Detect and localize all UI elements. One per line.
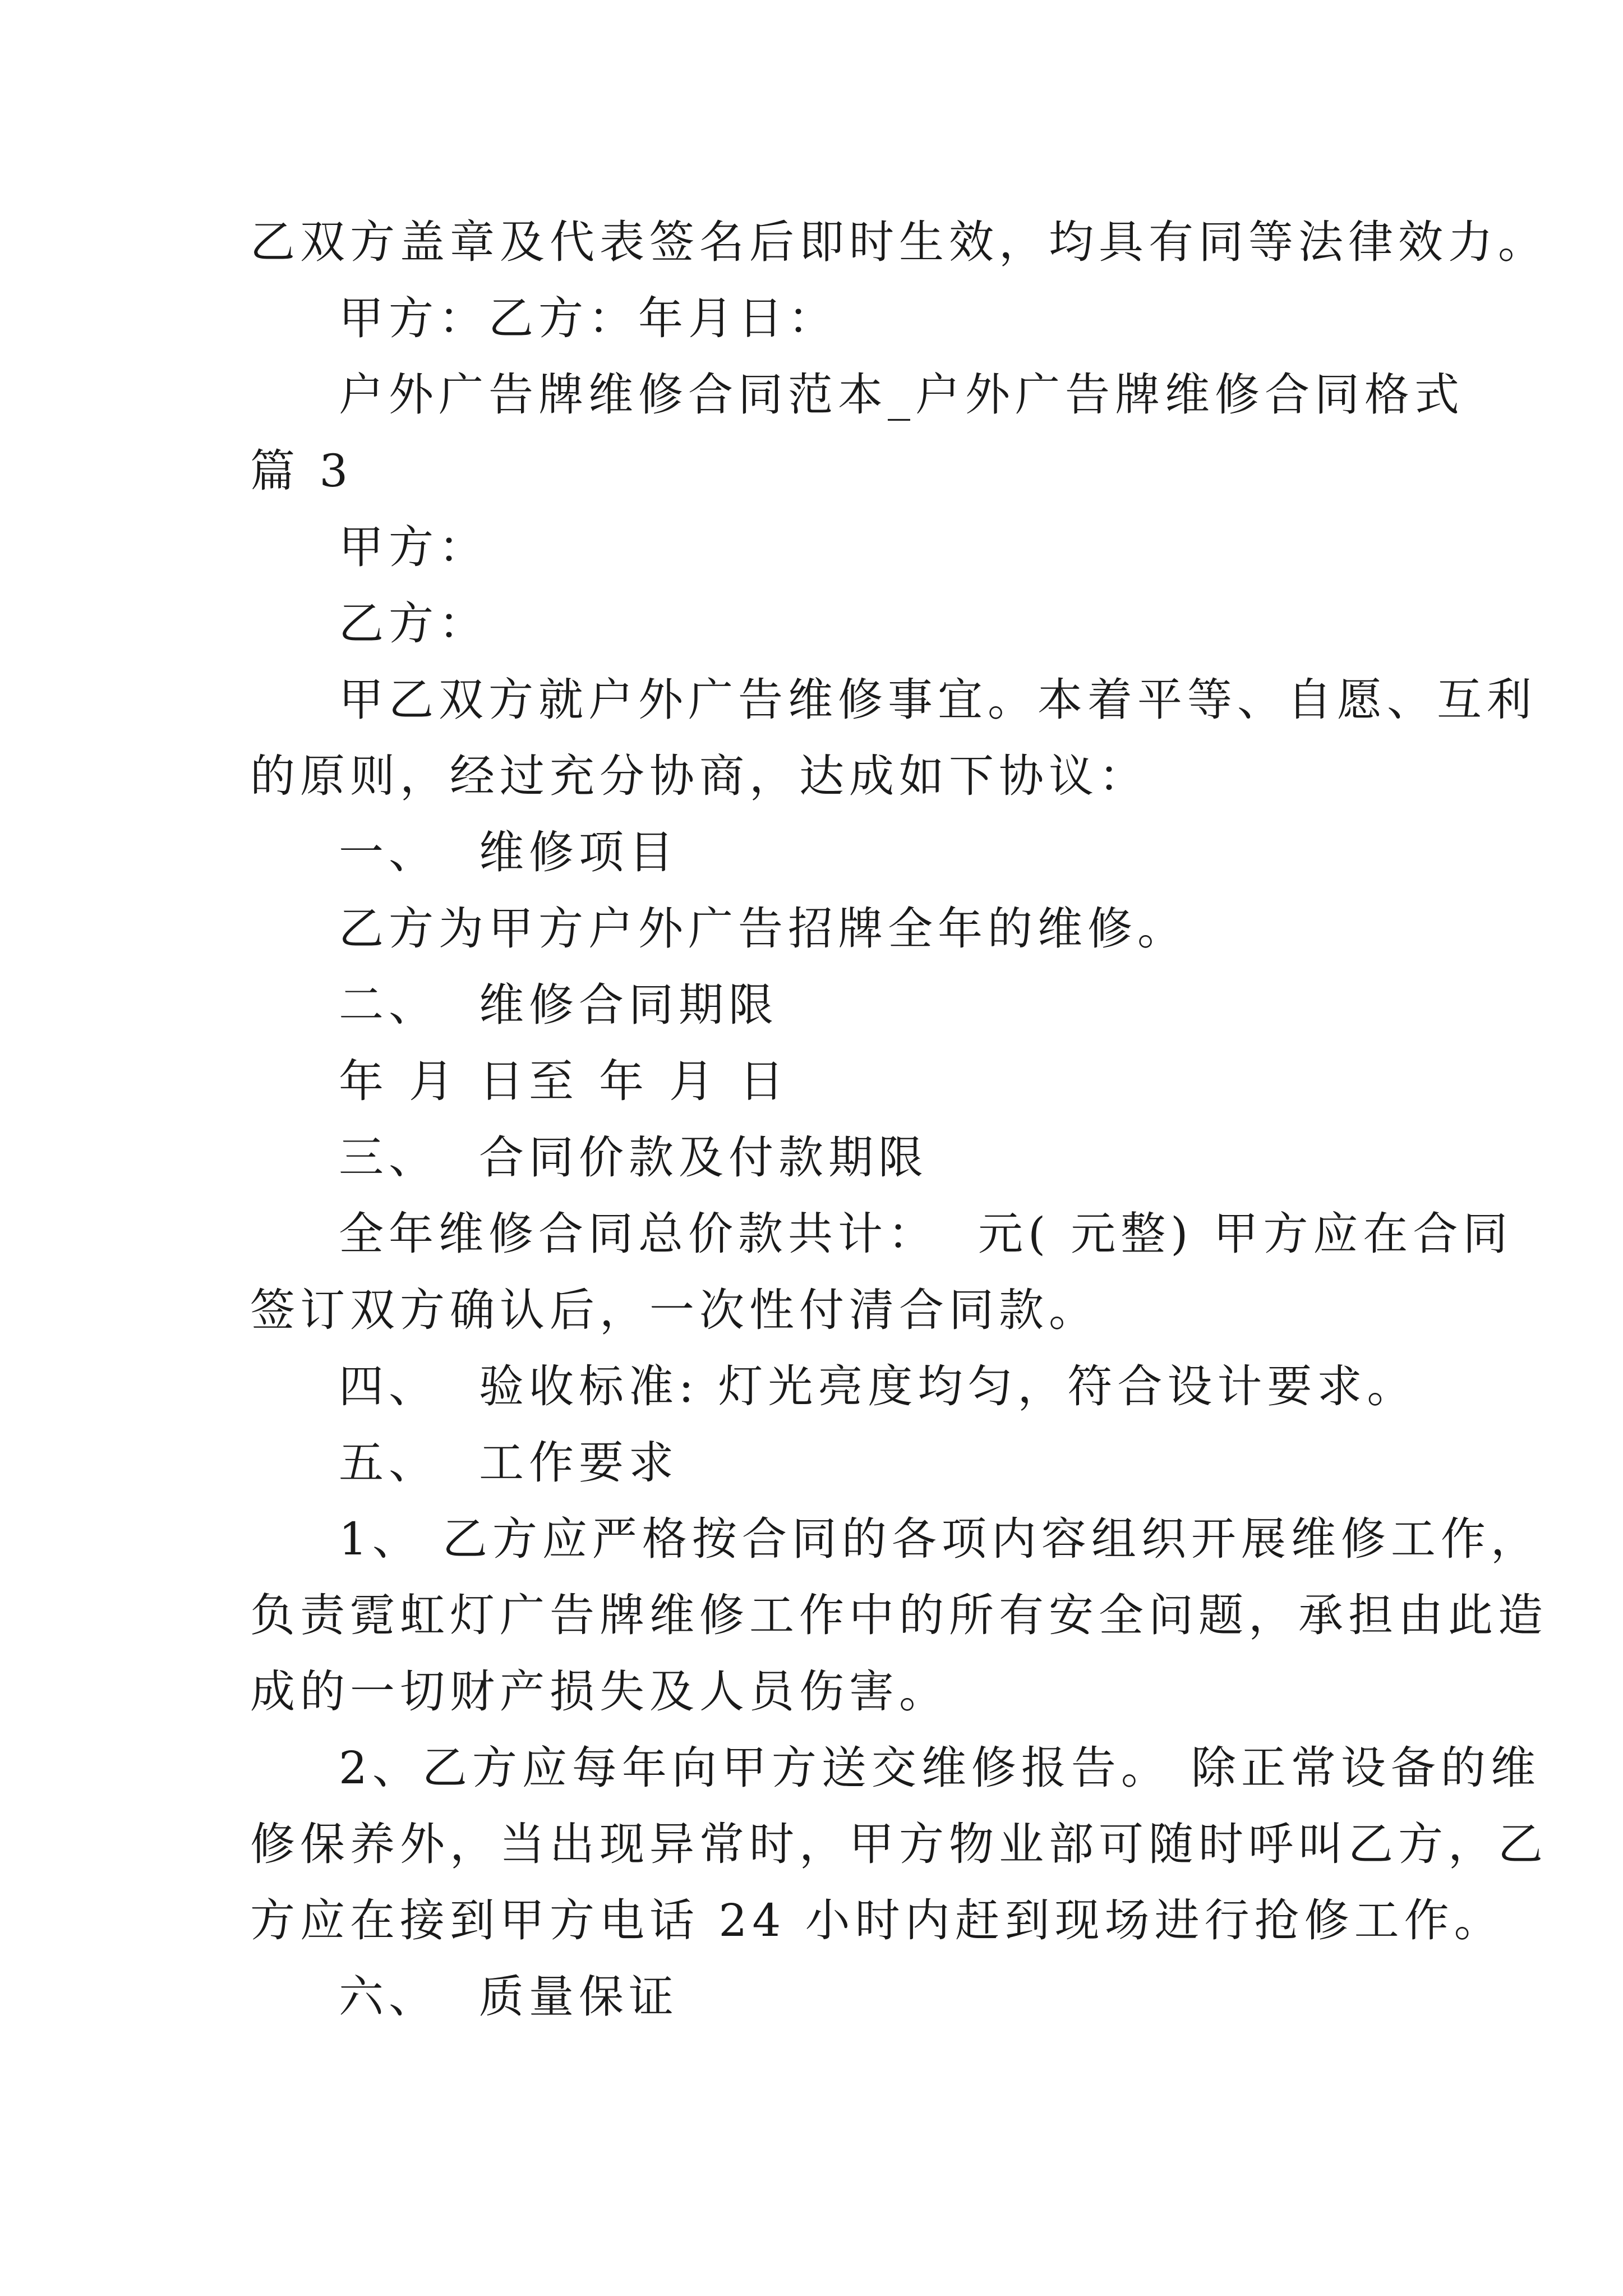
text-line — [250, 1589, 1548, 1642]
text-line — [250, 1818, 1548, 1871]
text-line — [339, 673, 1537, 727]
date-part: 日 — [739, 1055, 789, 1107]
item-number: 1、 — [339, 1513, 422, 1565]
text-span: 元整) — [1071, 1208, 1193, 1260]
heading-text: 维修项目 — [479, 826, 679, 878]
date-range-line — [339, 1055, 789, 1108]
text-span: 甲方： — [339, 521, 488, 573]
heading-number: 三、 — [339, 1131, 439, 1184]
text-span: 篇 3 — [250, 445, 353, 497]
text-line — [250, 1283, 1099, 1337]
heading-text: 合同价款及付款期限 — [479, 1131, 928, 1184]
heading-line — [339, 1436, 679, 1490]
signature-line — [339, 292, 838, 346]
text-line — [250, 1665, 949, 1719]
text-line — [339, 902, 1187, 956]
text-span: 乙双方盖章及代表签名后即时生效，均具有同等法律效力。 — [250, 216, 1548, 268]
heading-number: 一、 — [339, 826, 439, 878]
heading-line — [339, 978, 778, 1032]
text-span: 签订双方确认后，一次性付清合同款。 — [250, 1284, 1099, 1336]
heading-line — [339, 826, 679, 880]
text-span: 乙方为甲方户外广告招牌全年的维修。 — [339, 903, 1187, 955]
text-span: 甲方应在合同 — [1213, 1208, 1513, 1260]
heading-number: 二、 — [339, 979, 439, 1031]
heading-number: 四、 — [339, 1360, 439, 1412]
text-span: 方应在接到甲方电话 24 小时内赶到现场进行抢修工作。 — [250, 1894, 1504, 1947]
heading-number: 五、 — [339, 1437, 439, 1489]
section-title-continued — [250, 444, 353, 498]
date-part: 年 — [339, 1055, 389, 1107]
text-span: 户外广告牌维修合同范本_户外广告牌维修合同格式 — [339, 369, 1464, 421]
party-b-line — [339, 597, 488, 651]
text-span: 全年维修合同总价款共计： — [339, 1208, 938, 1260]
party-a-line — [339, 521, 488, 574]
list-item-line — [339, 1741, 1541, 1795]
heading-line — [339, 1131, 928, 1185]
date-part: 年 — [599, 1055, 649, 1107]
list-item-line — [339, 1512, 1541, 1566]
text-span: 2、乙方应每年向甲方送交维修报告。 — [339, 1742, 1171, 1794]
text-line — [250, 749, 1149, 803]
text-span: 甲乙双方就户外广告维修事宜。本着平等、自愿、互利 — [339, 674, 1537, 726]
text-span: 元( — [978, 1208, 1051, 1260]
text-line — [250, 215, 1548, 269]
section-title — [339, 368, 1464, 422]
heading-text: 验收标准: 灯光亮度均匀，符合设计要求。 — [479, 1360, 1417, 1412]
text-span: 甲方：乙方：年月日： — [339, 292, 838, 344]
heading-number: 六、 — [339, 1971, 439, 2023]
date-part: 月 — [409, 1055, 459, 1107]
text-span: 修保养外，当出现异常时，甲方物业部可随时呼叫乙方，乙 — [250, 1818, 1548, 1870]
price-line — [339, 1207, 1513, 1261]
text-span: 除正常设备的维 — [1191, 1742, 1541, 1794]
date-part: 月 — [669, 1055, 719, 1107]
text-span: 成的一切财产损失及人员伤害。 — [250, 1665, 949, 1718]
heading-text: 工作要求 — [479, 1437, 679, 1489]
heading-text: 维修合同期限 — [479, 979, 778, 1031]
text-span: 乙方： — [339, 597, 488, 650]
text-span: 乙方应严格按合同的各项内容组织开展维修工作， — [442, 1513, 1541, 1565]
date-part: 日至 — [479, 1055, 579, 1107]
text-span: 的原则，经过充分协商，达成如下协议： — [250, 750, 1149, 802]
text-line — [250, 1894, 1504, 1948]
text-span: 负责霓虹灯广告牌维修工作中的所有安全问题，承担由此造 — [250, 1589, 1548, 1641]
heading-line — [339, 1360, 1417, 1414]
heading-line — [339, 1970, 679, 2024]
heading-text: 质量保证 — [479, 1971, 679, 2023]
